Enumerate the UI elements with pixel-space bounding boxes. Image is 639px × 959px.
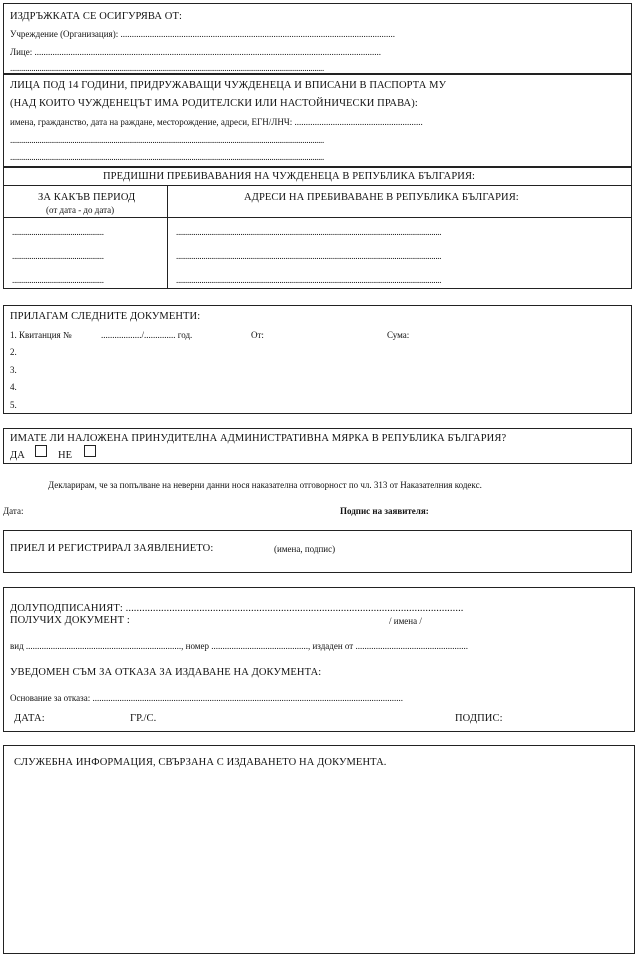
refusal-notice: УВЕДОМЕН СЪМ ЗА ОТКАЗА ЗА ИЗДАВАНЕ НА ДОКУМЕНТА: [10, 667, 322, 678]
declaration-text: Декларирам, че за попълване на неверни данни нося наказателна отговорност по чл. 313 от Наказателния кодекс. [48, 480, 482, 490]
previous-stays-section [3, 167, 632, 289]
signature-label: ПОДПИС: [455, 713, 503, 724]
period-field[interactable]: ............................................... [12, 227, 104, 237]
document-receipt-section [3, 587, 635, 732]
no-label: НЕ [58, 450, 73, 461]
period-column-header: ЗА КАКЪВ ПЕРИОД [38, 192, 136, 203]
address-field[interactable]: ........................................................................................................................................ [176, 251, 442, 261]
document-item-5[interactable]: 5. [10, 400, 17, 410]
registration-section [3, 530, 632, 573]
receipt-sum-label: Сума: [387, 330, 410, 340]
registration-title: ПРИЕЛ И РЕГИСТРИРАЛ ЗАЯВЛЕНИЕТО: [10, 543, 214, 554]
attached-documents-title: ПРИЛАГАМ СЛЕДНИТЕ ДОКУМЕНТИ: [10, 311, 201, 322]
document-item-4[interactable]: 4. [10, 382, 17, 392]
applicant-signature-label: Подпис на заявителя: [340, 506, 429, 516]
institution-field[interactable]: Учреждение (Организация): .......................................................................................................................... [10, 29, 395, 39]
enforcement-measure-section [3, 428, 632, 464]
divider [4, 185, 631, 186]
document-item-3[interactable]: 3. [10, 365, 17, 375]
yes-checkbox[interactable] [35, 445, 47, 457]
refusal-reason-field[interactable]: Основание за отказа: .......................................................................................................................................... [10, 693, 403, 703]
receipt-label: 1. Квитанция № [10, 330, 72, 340]
no-checkbox[interactable] [84, 445, 96, 457]
minors-title-line2: (НАД КОИТО ЧУЖДЕНЕЦЪТ ИМА РОДИТЕЛСКИ ИЛИ НАСТОЙНИЧЕСКИ ПРАВА): [10, 98, 418, 109]
period-field[interactable]: ............................................... [12, 275, 104, 285]
document-item-2[interactable]: 2. [10, 347, 17, 357]
receipt-date-label: ДАТА: [14, 713, 45, 724]
funding-extra-field[interactable]: ................................................................................................................................................................. [10, 63, 324, 73]
receipt-from-label: От: [251, 330, 264, 340]
date-label: Дата: [3, 506, 24, 516]
previous-stays-title: ПРЕДИШНИ ПРЕБИВАВАНИЯ НА ЧУЖДЕНЕЦА В РЕПУБЛИКА БЪЛГАРИЯ: [103, 171, 476, 182]
minors-details-field[interactable]: имена, гражданство, дата на раждане, месторождение, адреси, ЕГН/ЛНЧ: ......................................................... [10, 117, 423, 127]
received-document-label: ПОЛУЧИХ ДОКУМЕНТ : [10, 615, 130, 626]
minors-extra-field-2[interactable]: ................................................................................................................................................................. [10, 152, 324, 162]
official-info-section [3, 745, 635, 954]
address-field[interactable]: ........................................................................................................................................ [176, 227, 442, 237]
addresses-column-header: АДРЕСИ НА ПРЕБИВАВАНЕ В РЕПУБЛИКА БЪЛГАРИЯ: [244, 192, 519, 203]
address-field[interactable]: ........................................................................................................................................ [176, 275, 442, 285]
divider [4, 217, 631, 218]
registration-subtitle: (имена, подпис) [274, 544, 336, 554]
city-label: ГР./С. [130, 713, 157, 724]
enforcement-question: ИМАТЕ ЛИ НАЛОЖЕНА ПРИНУДИТЕЛНА АДМИНИСТРАТИВНА МЯРКА В РЕПУБЛИКА БЪЛГАРИЯ? [10, 433, 507, 444]
attached-documents-section [3, 305, 632, 414]
document-type-field[interactable]: вид ....................................................................., номер ..........................................., издаден от .................................................. [10, 641, 468, 651]
undersigned-field[interactable]: ДОЛУПОДПИСАНИЯТ: ............................................................................................................................ [10, 603, 464, 614]
yes-label: ДА [10, 450, 25, 461]
minors-extra-field-1[interactable]: ................................................................................................................................................................. [10, 135, 324, 145]
minors-title-line1: ЛИЦА ПОД 14 ГОДИНИ, ПРИДРУЖАВАЩИ ЧУЖДЕНЕЦА И ВПИСАНИ В ПАСПОРТА МУ [10, 80, 447, 91]
divider [167, 185, 168, 288]
period-column-subheader: (от дата - до дата) [46, 205, 115, 215]
person-field[interactable]: Лице: .......................................................................................................................................................... [10, 47, 381, 57]
minors-section [3, 74, 632, 167]
names-label: / имена / [389, 616, 422, 626]
receipt-number-field[interactable]: ................../.............. год. [101, 330, 193, 340]
official-info-title: СЛУЖЕБНА ИНФОРМАЦИЯ, СВЪРЗАНА С ИЗДАВАНЕТО НА ДОКУМЕНТА. [14, 757, 387, 768]
funding-title: ИЗДРЪЖКАТА СЕ ОСИГУРЯВА ОТ: [10, 11, 182, 22]
funding-section [3, 3, 632, 74]
period-field[interactable]: ............................................... [12, 251, 104, 261]
